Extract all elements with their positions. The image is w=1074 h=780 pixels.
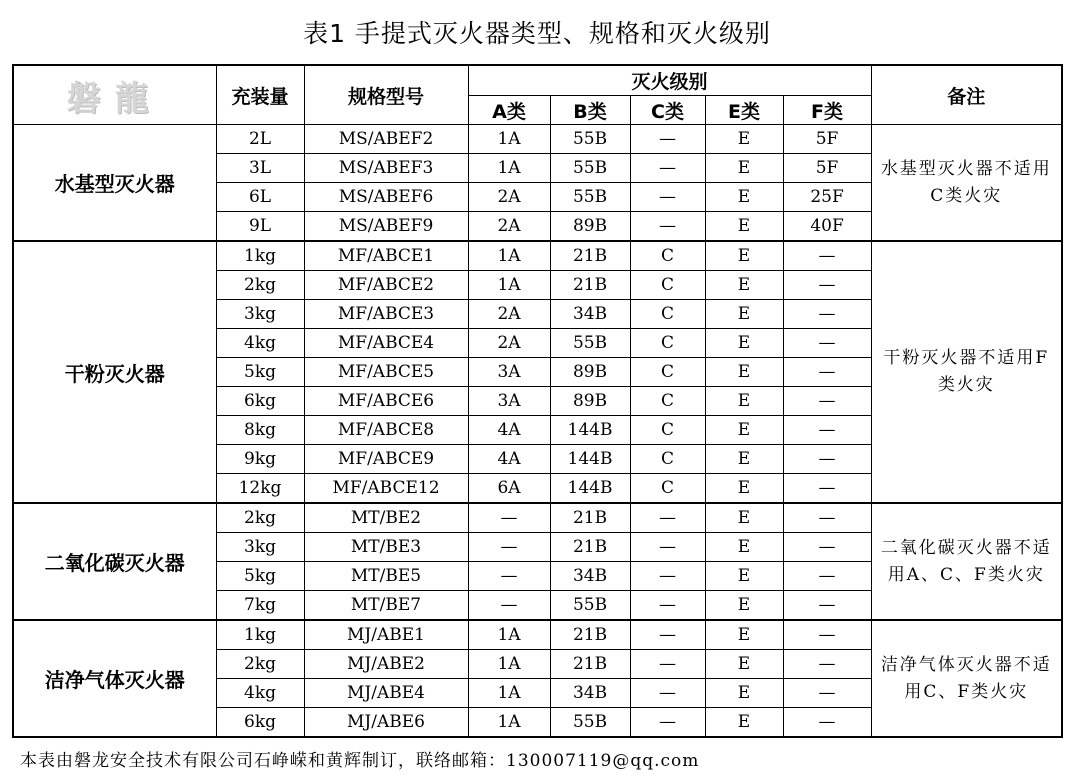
cell-model: MS/ABEF2 (304, 125, 468, 154)
cell-class-b: 34B (550, 562, 630, 591)
table-title: 表1 手提式灭火器类型、规格和灭火级别 (303, 19, 771, 48)
cell-class-c: — (630, 503, 705, 533)
cell-class-e: E (705, 154, 783, 183)
cell-class-a: 2A (468, 300, 550, 329)
cell-model: MT/BE7 (304, 591, 468, 621)
cell-class-c: C (630, 241, 705, 271)
cell-model: MS/ABEF9 (304, 212, 468, 242)
header-class-e: E类 (705, 96, 783, 125)
cell-class-a: 1A (468, 125, 550, 154)
remark-note: 水基型灭火器不适用C类火灾 (871, 125, 1062, 242)
cell-class-f: — (783, 241, 871, 271)
footer-credit: 本表由磐龙安全技术有限公司石峥嵘和黄辉制订，联络邮箱：130007119@qq.com (20, 751, 700, 771)
cell-capacity: 3L (216, 154, 304, 183)
cell-model: MT/BE2 (304, 503, 468, 533)
cell-class-e: E (705, 241, 783, 271)
cell-class-b: 21B (550, 503, 630, 533)
cell-capacity: 1kg (216, 620, 304, 650)
cell-class-c: — (630, 125, 705, 154)
cell-class-c: C (630, 358, 705, 387)
cell-class-a: 2A (468, 183, 550, 212)
header-model: 规格型号 (304, 65, 468, 125)
table-row (13, 503, 1062, 533)
cell-class-c: C (630, 445, 705, 474)
cell-class-b: 21B (550, 620, 630, 650)
cell-class-f: — (783, 300, 871, 329)
cell-class-c: — (630, 620, 705, 650)
cell-capacity: 5kg (216, 562, 304, 591)
cell-class-c: C (630, 387, 705, 416)
cell-class-e: E (705, 650, 783, 679)
cell-class-a: — (468, 591, 550, 621)
cell-class-c: C (630, 271, 705, 300)
cell-class-c: C (630, 329, 705, 358)
cell-class-f: — (783, 445, 871, 474)
cell-class-b: 144B (550, 445, 630, 474)
cell-class-b: 55B (550, 329, 630, 358)
cell-class-a: 1A (468, 620, 550, 650)
cell-capacity: 2kg (216, 503, 304, 533)
cell-model: MT/BE3 (304, 533, 468, 562)
cell-class-a: 1A (468, 154, 550, 183)
cell-capacity: 7kg (216, 591, 304, 621)
cell-model: MF/ABCE6 (304, 387, 468, 416)
cell-class-a: 2A (468, 329, 550, 358)
cell-class-e: E (705, 183, 783, 212)
table-row (13, 125, 1062, 154)
cell-class-a: 2A (468, 212, 550, 242)
cell-class-b: 55B (550, 154, 630, 183)
cell-class-e: E (705, 620, 783, 650)
cell-class-b: 55B (550, 708, 630, 738)
cell-class-b: 34B (550, 300, 630, 329)
cell-class-c: — (630, 679, 705, 708)
cell-model: MF/ABCE4 (304, 329, 468, 358)
cell-model: MJ/ABE6 (304, 708, 468, 738)
cell-model: MJ/ABE4 (304, 679, 468, 708)
cell-class-e: E (705, 474, 783, 504)
cell-class-c: — (630, 650, 705, 679)
cell-class-f: — (783, 650, 871, 679)
cell-class-c: — (630, 591, 705, 621)
cell-model: MJ/ABE2 (304, 650, 468, 679)
cell-model: MF/ABCE12 (304, 474, 468, 504)
cell-capacity: 6kg (216, 387, 304, 416)
cell-class-e: E (705, 300, 783, 329)
cell-class-f: — (783, 329, 871, 358)
table-row (13, 620, 1062, 650)
cell-class-f: — (783, 474, 871, 504)
logo-cell (13, 65, 216, 125)
cell-class-b: 144B (550, 474, 630, 504)
cell-model: MF/ABCE9 (304, 445, 468, 474)
cell-class-a: 4A (468, 416, 550, 445)
cell-model: MS/ABEF6 (304, 183, 468, 212)
cell-class-f: — (783, 416, 871, 445)
cell-class-e: E (705, 358, 783, 387)
cell-class-c: C (630, 474, 705, 504)
cell-class-b: 21B (550, 271, 630, 300)
extinguisher-type: 洁净气体灭火器 (13, 620, 216, 737)
cell-model: MF/ABCE1 (304, 241, 468, 271)
cell-class-a: 1A (468, 650, 550, 679)
cell-capacity: 4kg (216, 329, 304, 358)
cell-class-f: — (783, 271, 871, 300)
cell-capacity: 2kg (216, 271, 304, 300)
header-class-a: A类 (468, 96, 550, 125)
cell-class-f: — (783, 591, 871, 621)
cell-capacity: 12kg (216, 474, 304, 504)
remark-note: 洁净气体灭火器不适用C、F类火灾 (871, 620, 1062, 737)
cell-class-c: — (630, 708, 705, 738)
cell-class-b: 55B (550, 591, 630, 621)
cell-class-b: 89B (550, 387, 630, 416)
cell-class-f: — (783, 387, 871, 416)
remark-note: 二氧化碳灭火器不适用A、C、F类火灾 (871, 503, 1062, 620)
table-row (13, 241, 1062, 271)
cell-class-c: — (630, 533, 705, 562)
cell-class-a: — (468, 533, 550, 562)
cell-class-a: 4A (468, 445, 550, 474)
cell-class-a: 1A (468, 679, 550, 708)
cell-class-f: — (783, 620, 871, 650)
cell-class-e: E (705, 445, 783, 474)
header-class-f: F类 (783, 96, 871, 125)
cell-class-a: 3A (468, 387, 550, 416)
brand-logo: 磐龍 (66, 78, 163, 119)
cell-class-f: — (783, 679, 871, 708)
cell-model: MJ/ABE1 (304, 620, 468, 650)
cell-capacity: 2L (216, 125, 304, 154)
header-rating: 灭火级别 (468, 65, 871, 96)
cell-class-c: — (630, 154, 705, 183)
cell-capacity: 3kg (216, 533, 304, 562)
cell-class-f: — (783, 562, 871, 591)
cell-capacity: 6L (216, 183, 304, 212)
cell-class-b: 89B (550, 358, 630, 387)
cell-capacity: 9kg (216, 445, 304, 474)
cell-class-b: 89B (550, 212, 630, 242)
cell-class-c: C (630, 300, 705, 329)
cell-class-e: E (705, 387, 783, 416)
cell-class-a: 1A (468, 241, 550, 271)
cell-class-a: 6A (468, 474, 550, 504)
extinguisher-type: 二氧化碳灭火器 (13, 503, 216, 620)
cell-class-b: 144B (550, 416, 630, 445)
cell-class-f: 25F (783, 183, 871, 212)
cell-class-e: E (705, 591, 783, 621)
cell-class-f: — (783, 358, 871, 387)
header-capacity: 充装量 (216, 65, 304, 125)
cell-class-a: 3A (468, 358, 550, 387)
extinguisher-type: 干粉灭火器 (13, 241, 216, 503)
header-note: 备注 (871, 65, 1062, 125)
cell-class-e: E (705, 212, 783, 242)
cell-capacity: 8kg (216, 416, 304, 445)
cell-model: MF/ABCE2 (304, 271, 468, 300)
header-class-b: B类 (550, 96, 630, 125)
cell-class-e: E (705, 271, 783, 300)
cell-class-f: 5F (783, 125, 871, 154)
cell-class-b: 21B (550, 533, 630, 562)
cell-class-e: E (705, 125, 783, 154)
cell-class-a: — (468, 503, 550, 533)
cell-class-a: 1A (468, 708, 550, 738)
cell-model: MT/BE5 (304, 562, 468, 591)
cell-model: MS/ABEF3 (304, 154, 468, 183)
cell-model: MF/ABCE8 (304, 416, 468, 445)
remark-note: 干粉灭火器不适用F类火灾 (871, 241, 1062, 503)
extinguisher-spec-table (12, 64, 1063, 738)
cell-model: MF/ABCE5 (304, 358, 468, 387)
cell-class-e: E (705, 503, 783, 533)
cell-model: MF/ABCE3 (304, 300, 468, 329)
cell-class-b: 34B (550, 679, 630, 708)
cell-class-e: E (705, 708, 783, 738)
cell-class-e: E (705, 329, 783, 358)
cell-class-e: E (705, 562, 783, 591)
extinguisher-type: 水基型灭火器 (13, 125, 216, 242)
cell-class-f: 40F (783, 212, 871, 242)
cell-class-a: 1A (468, 271, 550, 300)
cell-class-b: 55B (550, 125, 630, 154)
cell-class-a: — (468, 562, 550, 591)
cell-class-b: 21B (550, 650, 630, 679)
table-body (13, 125, 1062, 738)
cell-class-b: 55B (550, 183, 630, 212)
cell-class-c: — (630, 183, 705, 212)
cell-capacity: 5kg (216, 358, 304, 387)
cell-class-c: — (630, 212, 705, 242)
cell-capacity: 9L (216, 212, 304, 242)
cell-class-e: E (705, 533, 783, 562)
cell-class-c: — (630, 562, 705, 591)
cell-class-f: — (783, 503, 871, 533)
cell-class-e: E (705, 679, 783, 708)
cell-class-f: 5F (783, 154, 871, 183)
cell-class-b: 21B (550, 241, 630, 271)
cell-class-e: E (705, 416, 783, 445)
cell-capacity: 4kg (216, 679, 304, 708)
cell-capacity: 6kg (216, 708, 304, 738)
cell-class-c: C (630, 416, 705, 445)
cell-capacity: 3kg (216, 300, 304, 329)
cell-class-f: — (783, 533, 871, 562)
header-class-c: C类 (630, 96, 705, 125)
cell-class-f: — (783, 708, 871, 738)
cell-capacity: 1kg (216, 241, 304, 271)
cell-capacity: 2kg (216, 650, 304, 679)
